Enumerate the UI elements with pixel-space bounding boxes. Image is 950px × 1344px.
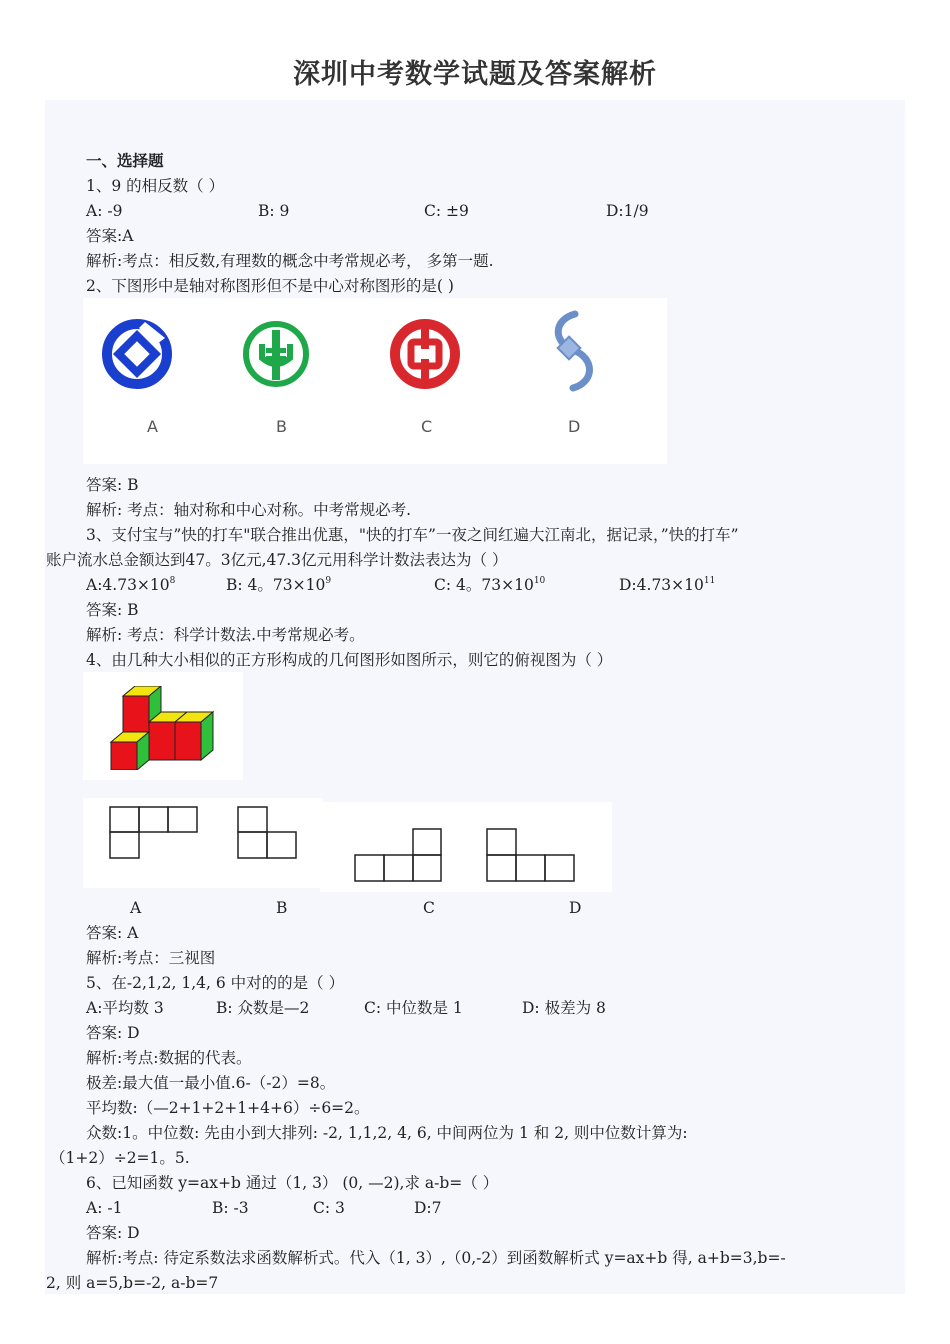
cube-stack-icon <box>109 686 227 770</box>
q3-option-a-base: A:4.73×10 <box>86 576 170 594</box>
q2-analysis: 解析: 考点：轴对称和中心对称。中考常规必考. <box>86 501 412 519</box>
q3-option-a <box>86 574 175 596</box>
q2-label-b: B <box>276 417 287 436</box>
q5-analysis: 解析:考点:数据的代表。 <box>86 1049 252 1067</box>
q3-option-b-base: B: 4。73×10 <box>226 576 326 594</box>
q2-stem: 2、下图形中是轴对称图形但不是中心对称图形的是( ) <box>86 277 454 295</box>
q1-analysis: 解析:考点：相反数,有理数的概念中考常规必考， 多第一题. <box>86 252 494 270</box>
q1-option-b: B: 9 <box>258 202 290 220</box>
q4-label-c: C <box>423 899 435 917</box>
q2-label-a: A <box>147 417 158 436</box>
q4-views-ab <box>83 798 323 888</box>
q6-stem: 6、已知函数 y=ax+b 通过（1, 3） (0, —2),求 a-b=（ ） <box>86 1174 499 1192</box>
q3-option-b <box>226 574 331 596</box>
q3-answer: 答案: B <box>86 601 139 619</box>
q6-analysis-line1: 解析:考点: 待定系数法求函数解析式。代入（1, 3）,（0,-2）到函数解析式 y=ax+b 得, a+b=3,b=- <box>86 1249 786 1267</box>
q4-views-cd <box>320 802 612 892</box>
q2-label-d: D <box>568 417 581 436</box>
page-title: 深圳中考数学试题及答案解析 <box>293 59 657 90</box>
q3-option-d-base: D:4.73×10 <box>619 576 704 594</box>
logo-b-icon <box>240 318 312 390</box>
q6-analysis-line2: 2, 则 a=5,b=-2, a-b=7 <box>46 1274 219 1292</box>
q5-answer: 答案: D <box>86 1024 140 1042</box>
q3-stem-line2: 账户流水总金额达到47。3亿元,47.3亿元用科学计数法表达为（ ） <box>46 551 508 569</box>
q4-analysis: 解析:考点：三视图 <box>86 949 216 967</box>
logo-c-hole <box>418 349 432 359</box>
q4-label-a: A <box>130 899 142 917</box>
section-heading: 一、选择题 <box>86 151 164 170</box>
view-c-icon <box>354 828 444 884</box>
q3-stem-line1: 3、支付宝与”快的打车"联合推出优惠，"快的打车”一夜之间红遍大江南北，据记录，”快的打车” <box>86 526 739 544</box>
q3-option-d-exp: 11 <box>703 576 716 586</box>
q1-option-c: C: ±9 <box>424 202 469 220</box>
logo-b-stem <box>272 330 280 380</box>
q2-answer: 答案: B <box>86 476 139 494</box>
q3-option-a-exp: 8 <box>169 576 176 586</box>
q4-cube-figure <box>83 672 243 780</box>
view-a-icon <box>109 806 201 862</box>
q6-answer: 答案: D <box>86 1224 140 1242</box>
logo-a-icon <box>101 318 173 390</box>
q5-mean-line: 平均数:（—2+1+2+1+4+6）÷6=2。 <box>86 1099 370 1117</box>
q5-option-a: A:平均数 3 <box>86 999 164 1017</box>
q6-option-a: A: -1 <box>86 1199 123 1217</box>
q2-figure <box>83 298 667 464</box>
logo-b-bar2 <box>266 356 286 361</box>
q5-stem: 5、在-2,1,2, 1,4, 6 中对的的是（ ） <box>86 974 345 992</box>
q6-option-d: D:7 <box>414 1199 442 1217</box>
q5-mode-median-line: 众数:1。中位数: 先由小到大排列: -2, 1,1,2, 4, 6, 中间两位为 1 和 2, 则中位数计算为: <box>86 1124 688 1142</box>
q3-option-b-exp: 9 <box>325 576 332 586</box>
q4-answer: 答案: A <box>86 924 139 942</box>
q3-option-c-base: C: 4。73×10 <box>434 576 534 594</box>
logo-b-bar1 <box>266 348 286 353</box>
q3-option-c-exp: 10 <box>533 576 546 586</box>
logo-c-icon <box>389 318 461 390</box>
q5-median-calc-line: （1+2）÷2=1。5. <box>50 1149 190 1167</box>
logo-a-diamond <box>119 336 156 373</box>
q4-label-d: D <box>569 899 582 917</box>
q5-option-d: D: 极差为 8 <box>522 999 606 1017</box>
q5-option-c: C: 中位数是 1 <box>364 999 463 1017</box>
q6-option-b: B: -3 <box>212 1199 249 1217</box>
q5-option-b: B: 众数是—2 <box>216 999 310 1017</box>
q2-label-c: C <box>421 417 433 436</box>
q4-label-b: B <box>276 899 288 917</box>
q1-stem: 1、9 的相反数（ ） <box>86 177 225 195</box>
q4-stem: 4、由几种大小相似的正方形构成的几何图形如图所示，则它的俯视图为（ ） <box>86 651 613 669</box>
view-b-icon <box>237 806 299 862</box>
q3-analysis: 解析: 考点：科学计数法.中考常规必考。 <box>86 626 365 644</box>
q1-answer: 答案:A <box>86 227 134 245</box>
q3-option-d <box>619 574 715 596</box>
q1-option-a: A: -9 <box>86 202 123 220</box>
view-d-icon <box>486 828 578 884</box>
logo-d-icon <box>543 310 609 392</box>
q5-range-line: 极差:最大值一最小值.6-（-2）=8。 <box>86 1074 336 1092</box>
q6-option-c: C: 3 <box>313 1199 345 1217</box>
q3-option-c <box>434 574 545 596</box>
q1-option-d: D:1/9 <box>606 202 649 220</box>
